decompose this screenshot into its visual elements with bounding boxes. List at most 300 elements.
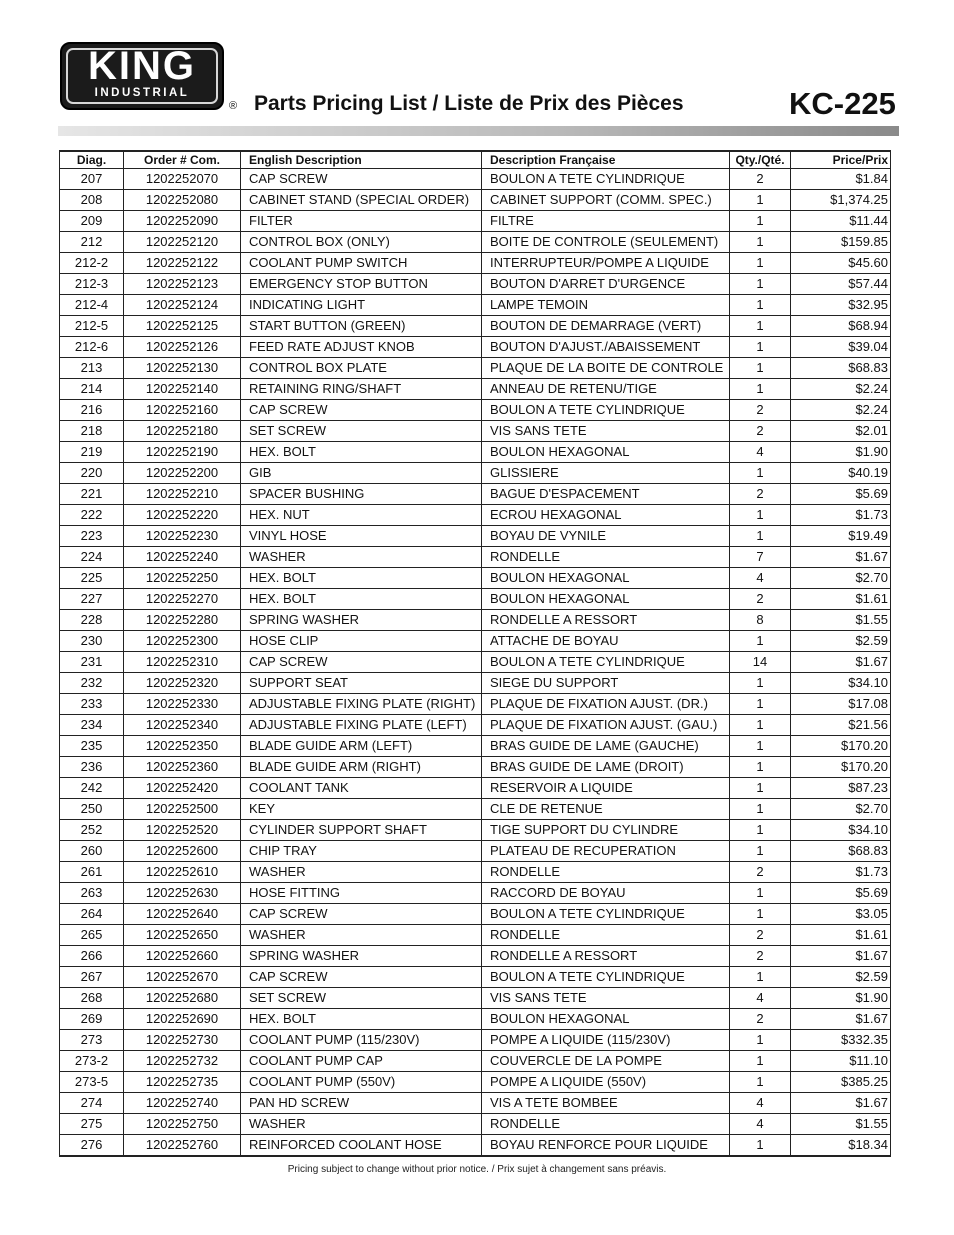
model-number: KC-225: [789, 86, 896, 121]
cell-order-number: 1202252420: [124, 778, 241, 799]
table-row: [60, 337, 891, 358]
cell-french-description: VIS A TETE BOMBEE: [482, 1093, 730, 1114]
cell-order-number: 1202252670: [124, 967, 241, 988]
cell-price: $170.20: [791, 736, 891, 757]
cell-order-number: 1202252750: [124, 1114, 241, 1135]
pricing-footnote: Pricing subject to change without prior notice. / Prix sujet à changement sans préavis.: [287, 1164, 667, 1175]
cell-diag: 268: [60, 988, 124, 1009]
cell-quantity: 1: [730, 316, 791, 337]
cell-order-number: 1202252360: [124, 757, 241, 778]
cell-french-description: SIEGE DU SUPPORT: [482, 673, 730, 694]
cell-price: $2.01: [791, 421, 891, 442]
cell-french-description: ATTACHE DE BOYAU: [482, 631, 730, 652]
cell-quantity: 2: [730, 862, 791, 883]
cell-diag: 235: [60, 736, 124, 757]
table-row: [60, 232, 891, 253]
cell-french-description: RONDELLE A RESSORT: [482, 610, 730, 631]
table-row: [60, 211, 891, 232]
cell-order-number: 1202252520: [124, 820, 241, 841]
cell-diag: 273-2: [60, 1051, 124, 1072]
cell-diag: 209: [60, 211, 124, 232]
cell-quantity: 2: [730, 400, 791, 421]
cell-quantity: 1: [730, 1072, 791, 1093]
cell-french-description: PLATEAU DE RECUPERATION: [482, 841, 730, 862]
table-row: [60, 400, 891, 421]
cell-price: $40.19: [791, 463, 891, 484]
cell-price: $2.70: [791, 568, 891, 589]
cell-order-number: 1202252070: [124, 169, 241, 190]
cell-order-number: 1202252120: [124, 232, 241, 253]
cell-price: $2.70: [791, 799, 891, 820]
cell-order-number: 1202252740: [124, 1093, 241, 1114]
cell-order-number: 1202252200: [124, 463, 241, 484]
table-header-row: [60, 151, 891, 169]
cell-french-description: BOUTON DE DEMARRAGE (VERT): [482, 316, 730, 337]
table-row: [60, 484, 891, 505]
cell-diag: 250: [60, 799, 124, 820]
table-row: [60, 316, 891, 337]
cell-diag: 275: [60, 1114, 124, 1135]
table-row: [60, 841, 891, 862]
cell-english-description: CHIP TRAY: [241, 841, 482, 862]
cell-diag: 220: [60, 463, 124, 484]
table-row: [60, 673, 891, 694]
cell-order-number: 1202252180: [124, 421, 241, 442]
cell-english-description: CABINET STAND (SPECIAL ORDER): [241, 190, 482, 211]
cell-order-number: 1202252610: [124, 862, 241, 883]
cell-english-description: SPRING WASHER: [241, 610, 482, 631]
table-row: [60, 568, 891, 589]
cell-diag: 208: [60, 190, 124, 211]
cell-french-description: BOYAU DE VYNILE: [482, 526, 730, 547]
cell-order-number: 1202252320: [124, 673, 241, 694]
col-header-diag: Diag.: [60, 151, 124, 169]
cell-french-description: RONDELLE: [482, 925, 730, 946]
cell-french-description: FILTRE: [482, 211, 730, 232]
table-row: [60, 463, 891, 484]
cell-price: $5.69: [791, 883, 891, 904]
cell-order-number: 1202252123: [124, 274, 241, 295]
cell-quantity: 1: [730, 274, 791, 295]
cell-price: $2.59: [791, 631, 891, 652]
table-row: [60, 694, 891, 715]
cell-english-description: SPACER BUSHING: [241, 484, 482, 505]
table-row: [60, 883, 891, 904]
cell-english-description: WASHER: [241, 547, 482, 568]
cell-order-number: 1202252350: [124, 736, 241, 757]
cell-diag: 212-4: [60, 295, 124, 316]
cell-english-description: PAN HD SCREW: [241, 1093, 482, 1114]
table-row: [60, 1093, 891, 1114]
cell-price: $1.67: [791, 946, 891, 967]
table-row: [60, 547, 891, 568]
parts-table-body: [60, 169, 891, 1157]
cell-english-description: HOSE CLIP: [241, 631, 482, 652]
cell-diag: 269: [60, 1009, 124, 1030]
cell-english-description: HEX. BOLT: [241, 589, 482, 610]
cell-price: $17.08: [791, 694, 891, 715]
cell-quantity: 4: [730, 1093, 791, 1114]
cell-price: $68.94: [791, 316, 891, 337]
table-row: [60, 778, 891, 799]
cell-english-description: CAP SCREW: [241, 967, 482, 988]
cell-price: $1.67: [791, 1009, 891, 1030]
cell-french-description: RONDELLE A RESSORT: [482, 946, 730, 967]
cell-english-description: CONTROL BOX (ONLY): [241, 232, 482, 253]
cell-diag: 242: [60, 778, 124, 799]
cell-quantity: 1: [730, 883, 791, 904]
cell-quantity: 4: [730, 442, 791, 463]
cell-order-number: 1202252630: [124, 883, 241, 904]
cell-quantity: 1: [730, 337, 791, 358]
cell-price: $1.55: [791, 1114, 891, 1135]
cell-quantity: 1: [730, 694, 791, 715]
cell-diag: 252: [60, 820, 124, 841]
cell-english-description: COOLANT TANK: [241, 778, 482, 799]
cell-french-description: RONDELLE: [482, 547, 730, 568]
cell-english-description: HOSE FITTING: [241, 883, 482, 904]
cell-french-description: BOULON A TETE CYLINDRIQUE: [482, 652, 730, 673]
cell-price: $1.55: [791, 610, 891, 631]
cell-english-description: START BUTTON (GREEN): [241, 316, 482, 337]
cell-diag: 212-2: [60, 253, 124, 274]
cell-price: $1.90: [791, 988, 891, 1009]
cell-order-number: 1202252690: [124, 1009, 241, 1030]
table-row: [60, 169, 891, 190]
cell-english-description: RETAINING RING/SHAFT: [241, 379, 482, 400]
cell-quantity: 2: [730, 946, 791, 967]
cell-order-number: 1202252732: [124, 1051, 241, 1072]
table-row: [60, 736, 891, 757]
cell-french-description: BOULON A TETE CYLINDRIQUE: [482, 169, 730, 190]
table-row: [60, 1135, 891, 1157]
cell-english-description: COOLANT PUMP SWITCH: [241, 253, 482, 274]
cell-french-description: BRAS GUIDE DE LAME (GAUCHE): [482, 736, 730, 757]
cell-diag: 276: [60, 1135, 124, 1157]
registered-mark: ®: [229, 100, 238, 112]
cell-diag: 212-5: [60, 316, 124, 337]
cell-price: $11.44: [791, 211, 891, 232]
cell-price: $385.25: [791, 1072, 891, 1093]
cell-diag: 225: [60, 568, 124, 589]
cell-diag: 223: [60, 526, 124, 547]
cell-french-description: BOUTON D'ARRET D'URGENCE: [482, 274, 730, 295]
cell-quantity: 7: [730, 547, 791, 568]
cell-english-description: WASHER: [241, 925, 482, 946]
cell-french-description: RONDELLE: [482, 862, 730, 883]
cell-diag: 213: [60, 358, 124, 379]
cell-french-description: PLAQUE DE LA BOITE DE CONTROLE: [482, 358, 730, 379]
cell-english-description: COOLANT PUMP CAP: [241, 1051, 482, 1072]
table-row: [60, 1009, 891, 1030]
cell-english-description: COOLANT PUMP (550V): [241, 1072, 482, 1093]
cell-quantity: 1: [730, 778, 791, 799]
cell-diag: 219: [60, 442, 124, 463]
cell-quantity: 1: [730, 190, 791, 211]
cell-diag: 227: [60, 589, 124, 610]
table-row: [60, 421, 891, 442]
cell-french-description: POMPE A LIQUIDE (115/230V): [482, 1030, 730, 1051]
cell-diag: 265: [60, 925, 124, 946]
cell-english-description: CAP SCREW: [241, 400, 482, 421]
table-row: [60, 757, 891, 778]
cell-order-number: 1202252500: [124, 799, 241, 820]
cell-order-number: 1202252125: [124, 316, 241, 337]
cell-order-number: 1202252330: [124, 694, 241, 715]
table-row: [60, 946, 891, 967]
table-row: [60, 274, 891, 295]
cell-diag: 264: [60, 904, 124, 925]
cell-quantity: 1: [730, 1051, 791, 1072]
cell-diag: 273-5: [60, 1072, 124, 1093]
cell-price: $2.24: [791, 379, 891, 400]
table-row: [60, 253, 891, 274]
cell-english-description: KEY: [241, 799, 482, 820]
cell-order-number: 1202252600: [124, 841, 241, 862]
cell-quantity: 4: [730, 568, 791, 589]
logo-subtitle: INDUSTRIAL: [94, 87, 190, 99]
cell-price: $45.60: [791, 253, 891, 274]
cell-french-description: LAMPE TEMOIN: [482, 295, 730, 316]
cell-quantity: 1: [730, 904, 791, 925]
cell-english-description: CYLINDER SUPPORT SHAFT: [241, 820, 482, 841]
cell-price: $2.24: [791, 400, 891, 421]
cell-diag: 231: [60, 652, 124, 673]
cell-quantity: 1: [730, 757, 791, 778]
cell-english-description: SET SCREW: [241, 421, 482, 442]
cell-price: $1,374.25: [791, 190, 891, 211]
cell-quantity: 1: [730, 631, 791, 652]
cell-diag: 230: [60, 631, 124, 652]
cell-order-number: 1202252090: [124, 211, 241, 232]
cell-english-description: COOLANT PUMP (115/230V): [241, 1030, 482, 1051]
table-row: [60, 1114, 891, 1135]
cell-diag: 207: [60, 169, 124, 190]
col-header-english: English Description: [241, 151, 482, 169]
cell-english-description: CAP SCREW: [241, 652, 482, 673]
cell-order-number: 1202252640: [124, 904, 241, 925]
cell-price: $1.84: [791, 169, 891, 190]
cell-french-description: POMPE A LIQUIDE (550V): [482, 1072, 730, 1093]
cell-price: $1.67: [791, 1093, 891, 1114]
cell-diag: 267: [60, 967, 124, 988]
cell-english-description: HEX. BOLT: [241, 568, 482, 589]
cell-diag: 260: [60, 841, 124, 862]
cell-english-description: REINFORCED COOLANT HOSE: [241, 1135, 482, 1157]
page-title: Parts Pricing List / Liste de Prix des Pièces: [254, 92, 684, 115]
cell-diag: 212-3: [60, 274, 124, 295]
cell-english-description: CAP SCREW: [241, 904, 482, 925]
cell-order-number: 1202252230: [124, 526, 241, 547]
cell-english-description: CONTROL BOX PLATE: [241, 358, 482, 379]
cell-quantity: 2: [730, 589, 791, 610]
cell-order-number: 1202252220: [124, 505, 241, 526]
cell-quantity: 1: [730, 211, 791, 232]
cell-french-description: VIS SANS TETE: [482, 988, 730, 1009]
cell-french-description: BOULON A TETE CYLINDRIQUE: [482, 904, 730, 925]
cell-price: $3.05: [791, 904, 891, 925]
cell-quantity: 1: [730, 526, 791, 547]
cell-quantity: 1: [730, 736, 791, 757]
table-row: [60, 820, 891, 841]
table-row: [60, 715, 891, 736]
cell-english-description: SUPPORT SEAT: [241, 673, 482, 694]
cell-quantity: 2: [730, 169, 791, 190]
cell-english-description: EMERGENCY STOP BUTTON: [241, 274, 482, 295]
col-header-order: Order # Com.: [124, 151, 241, 169]
cell-english-description: HEX. BOLT: [241, 1009, 482, 1030]
cell-quantity: 1: [730, 253, 791, 274]
cell-quantity: 14: [730, 652, 791, 673]
table-row: [60, 652, 891, 673]
cell-order-number: 1202252270: [124, 589, 241, 610]
cell-diag: 212-6: [60, 337, 124, 358]
cell-diag: 218: [60, 421, 124, 442]
cell-order-number: 1202252760: [124, 1135, 241, 1157]
cell-quantity: 8: [730, 610, 791, 631]
cell-price: $1.73: [791, 505, 891, 526]
cell-price: $87.23: [791, 778, 891, 799]
cell-french-description: ANNEAU DE RETENU/TIGE: [482, 379, 730, 400]
table-row: [60, 190, 891, 211]
table-row: [60, 358, 891, 379]
cell-quantity: 4: [730, 988, 791, 1009]
table-row: [60, 631, 891, 652]
cell-english-description: INDICATING LIGHT: [241, 295, 482, 316]
cell-order-number: 1202252240: [124, 547, 241, 568]
cell-price: $159.85: [791, 232, 891, 253]
cell-english-description: BLADE GUIDE ARM (LEFT): [241, 736, 482, 757]
table-row: [60, 862, 891, 883]
cell-order-number: 1202252160: [124, 400, 241, 421]
cell-price: $2.59: [791, 967, 891, 988]
cell-price: $332.35: [791, 1030, 891, 1051]
cell-price: $68.83: [791, 841, 891, 862]
cell-order-number: 1202252660: [124, 946, 241, 967]
cell-price: $34.10: [791, 820, 891, 841]
cell-order-number: 1202252190: [124, 442, 241, 463]
cell-order-number: 1202252340: [124, 715, 241, 736]
cell-quantity: 1: [730, 463, 791, 484]
cell-price: $1.61: [791, 925, 891, 946]
cell-quantity: 1: [730, 295, 791, 316]
cell-english-description: HEX. NUT: [241, 505, 482, 526]
cell-quantity: 1: [730, 1135, 791, 1157]
cell-order-number: 1202252210: [124, 484, 241, 505]
cell-french-description: BOULON HEXAGONAL: [482, 589, 730, 610]
table-row: [60, 526, 891, 547]
table-row: [60, 610, 891, 631]
table-row: [60, 295, 891, 316]
cell-price: $1.67: [791, 547, 891, 568]
cell-price: $5.69: [791, 484, 891, 505]
cell-order-number: 1202252250: [124, 568, 241, 589]
cell-diag: 232: [60, 673, 124, 694]
cell-french-description: BOITE DE CONTROLE (SEULEMENT): [482, 232, 730, 253]
cell-english-description: BLADE GUIDE ARM (RIGHT): [241, 757, 482, 778]
cell-english-description: WASHER: [241, 1114, 482, 1135]
cell-price: $1.90: [791, 442, 891, 463]
cell-diag: 263: [60, 883, 124, 904]
cell-order-number: 1202252300: [124, 631, 241, 652]
cell-price: $1.73: [791, 862, 891, 883]
table-row: [60, 1030, 891, 1051]
table-row: [60, 925, 891, 946]
cell-diag: 222: [60, 505, 124, 526]
cell-french-description: PLAQUE DE FIXATION AJUST. (DR.): [482, 694, 730, 715]
cell-order-number: 1202252280: [124, 610, 241, 631]
cell-quantity: 2: [730, 484, 791, 505]
cell-quantity: 1: [730, 379, 791, 400]
cell-diag: 221: [60, 484, 124, 505]
cell-english-description: SPRING WASHER: [241, 946, 482, 967]
cell-order-number: 1202252126: [124, 337, 241, 358]
cell-french-description: BRAS GUIDE DE LAME (DROIT): [482, 757, 730, 778]
cell-english-description: HEX. BOLT: [241, 442, 482, 463]
cell-diag: 236: [60, 757, 124, 778]
cell-quantity: 1: [730, 820, 791, 841]
cell-french-description: BOULON HEXAGONAL: [482, 1009, 730, 1030]
cell-diag: 261: [60, 862, 124, 883]
cell-french-description: CLE DE RETENUE: [482, 799, 730, 820]
cell-price: $1.67: [791, 652, 891, 673]
cell-english-description: ADJUSTABLE FIXING PLATE (LEFT): [241, 715, 482, 736]
cell-price: $39.04: [791, 337, 891, 358]
cell-order-number: 1202252140: [124, 379, 241, 400]
parts-table: [59, 150, 891, 1157]
cell-quantity: 2: [730, 1009, 791, 1030]
cell-quantity: 4: [730, 1114, 791, 1135]
cell-order-number: 1202252735: [124, 1072, 241, 1093]
cell-quantity: 2: [730, 421, 791, 442]
cell-diag: 273: [60, 1030, 124, 1051]
cell-price: $1.61: [791, 589, 891, 610]
cell-quantity: 1: [730, 841, 791, 862]
cell-price: $34.10: [791, 673, 891, 694]
table-row: [60, 1051, 891, 1072]
table-row: [60, 967, 891, 988]
cell-english-description: VINYL HOSE: [241, 526, 482, 547]
cell-english-description: CAP SCREW: [241, 169, 482, 190]
logo-word: KING: [88, 44, 196, 88]
cell-diag: 228: [60, 610, 124, 631]
cell-quantity: 1: [730, 505, 791, 526]
cell-order-number: 1202252122: [124, 253, 241, 274]
cell-french-description: RACCORD DE BOYAU: [482, 883, 730, 904]
col-header-qty: Qty./Qté.: [730, 151, 791, 169]
cell-order-number: 1202252310: [124, 652, 241, 673]
cell-quantity: 1: [730, 1030, 791, 1051]
cell-french-description: RONDELLE: [482, 1114, 730, 1135]
table-row: [60, 1072, 891, 1093]
table-row: [60, 379, 891, 400]
cell-english-description: GIB: [241, 463, 482, 484]
cell-french-description: BAGUE D'ESPACEMENT: [482, 484, 730, 505]
cell-french-description: BOYAU RENFORCE POUR LIQUIDE: [482, 1135, 730, 1157]
cell-quantity: 1: [730, 799, 791, 820]
cell-french-description: BOUTON D'AJUST./ABAISSEMENT: [482, 337, 730, 358]
cell-order-number: 1202252730: [124, 1030, 241, 1051]
header-rule: [58, 126, 899, 136]
cell-quantity: 1: [730, 673, 791, 694]
cell-quantity: 1: [730, 967, 791, 988]
cell-price: $11.10: [791, 1051, 891, 1072]
cell-english-description: SET SCREW: [241, 988, 482, 1009]
cell-order-number: 1202252680: [124, 988, 241, 1009]
cell-price: $68.83: [791, 358, 891, 379]
cell-diag: 224: [60, 547, 124, 568]
cell-french-description: ECROU HEXAGONAL: [482, 505, 730, 526]
